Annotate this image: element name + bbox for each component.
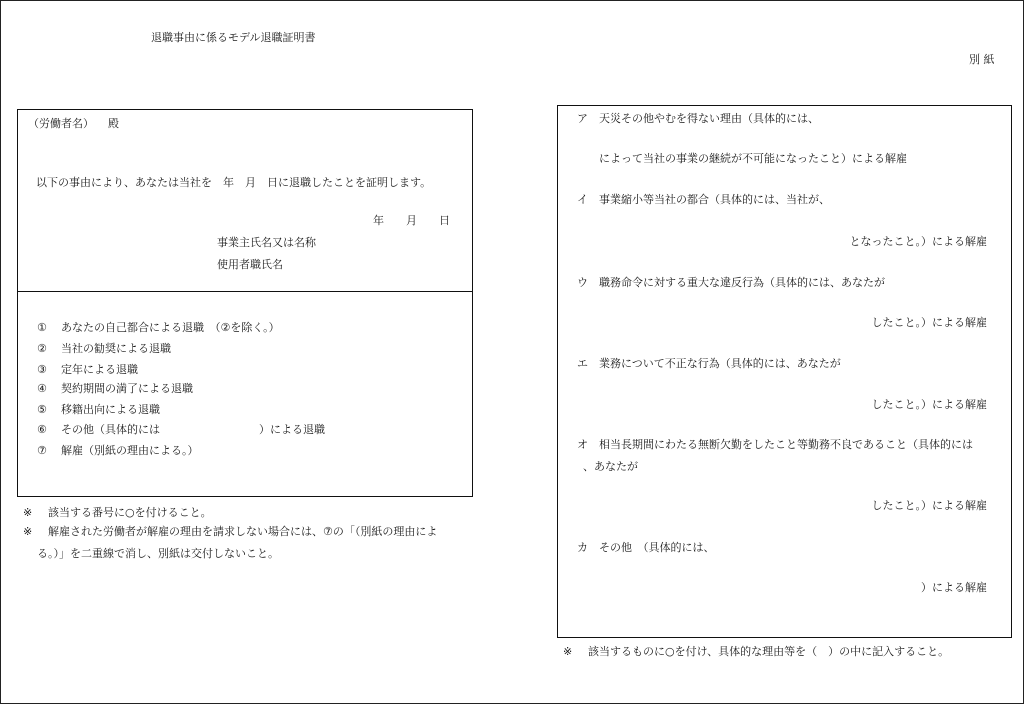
reason-num: ⑤ [37, 403, 47, 416]
reason-text: 移籍出向による退職 [61, 403, 160, 416]
item-line2: したこと。）による解雇 [871, 316, 987, 329]
item-line2: したこと。）による解雇 [871, 499, 987, 512]
item-line2: となったこと。）による解雇 [849, 235, 987, 248]
reason-num: ① [37, 321, 47, 334]
item-line1: 職務命令に対する重大な違反行為（具体的には、あなたが [599, 276, 885, 289]
note-text: る。）」を二重線で消し、別紙は交付しないこと。 [37, 547, 279, 560]
note-mark: ※ [563, 645, 573, 658]
item-key: エ [577, 357, 588, 370]
item-key: ウ [577, 276, 588, 289]
reason-num: ③ [37, 363, 47, 376]
item-key: ア [577, 112, 588, 125]
item-key: オ [577, 438, 588, 451]
item-line1: 天災その他やむを得ない理由（具体的には、 [599, 112, 819, 125]
reason-text: 定年による退職 [61, 363, 138, 376]
certify-sentence: 以下の事由により、あなたは当社を 年 月 日に退職したことを証明します。 [36, 176, 432, 189]
item-line1: 相当長期間にわたる無断欠勤をしたこと等勤務不良であること（具体的には [599, 438, 973, 451]
user-title-label: 使用者職氏名 [217, 258, 283, 271]
item-line1b: 、あなたが [583, 460, 638, 473]
certificate-divider [17, 291, 473, 292]
item-line2: によって当社の事業の継続が不可能になったこと）による解雇 [599, 152, 907, 165]
item-line1: 業務について不正な行為（具体的には、あなたが [599, 357, 841, 370]
issue-date: 年 月 日 [373, 214, 450, 227]
addressee-label: （労働者名） [28, 117, 94, 130]
reason-text: あなたの自己都合による退職 （②を除く。） [61, 321, 280, 334]
reason-text: その他（具体的には ）による退職 [61, 423, 325, 436]
note-text: 解雇された労働者が解雇の理由を請求しない場合には、⑦の「（別紙の理由によ [48, 525, 438, 538]
dismissal-reasons-box [557, 105, 1012, 638]
certificate-box [17, 109, 473, 497]
note-mark: ※ [23, 506, 33, 519]
item-line2: したこと。）による解雇 [871, 398, 987, 411]
reason-text: 契約期間の満了による退職 [61, 382, 193, 395]
note-mark: ※ [23, 525, 33, 538]
note-text: 該当するものに○を付け、具体的な理由等を（ ）の中に記入すること。 [588, 645, 950, 658]
document-title: 退職事由に係るモデル退職証明書 [151, 31, 316, 44]
item-line1: 事業縮小等当社の都合（具体的には、当社が、 [599, 193, 830, 206]
reason-num: ④ [37, 382, 47, 395]
attachment-label: 別 紙 [969, 53, 995, 66]
reason-num: ⑦ [37, 444, 47, 457]
employer-name-label: 事業主氏名又は名称 [217, 236, 316, 249]
item-key: イ [577, 193, 588, 206]
reason-text: 解雇（別紙の理由による。） [61, 444, 199, 457]
reason-text: 当社の勧奨による退職 [61, 342, 171, 355]
note-text: 該当する番号に○を付けること。 [48, 506, 212, 519]
reason-num: ② [37, 342, 47, 355]
reason-num: ⑥ [37, 423, 47, 436]
item-key: カ [577, 541, 588, 554]
addressee-suffix: 殿 [108, 117, 119, 130]
item-line2: ）による解雇 [921, 581, 987, 594]
item-line1: その他 （具体的には、 [599, 541, 715, 554]
